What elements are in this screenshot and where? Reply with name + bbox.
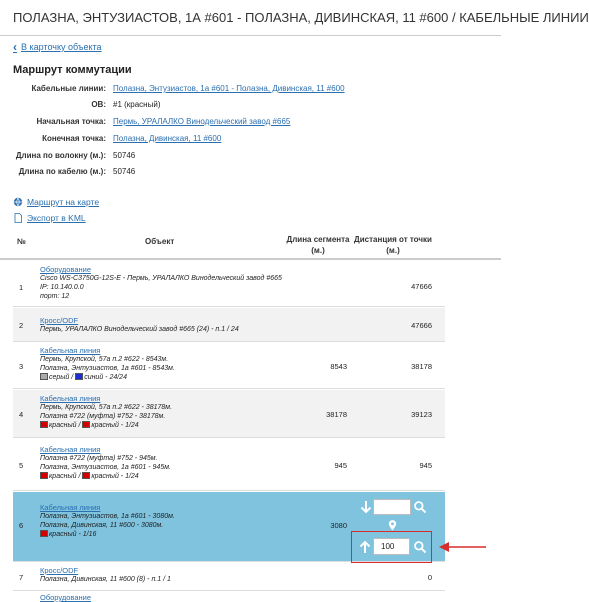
row-number: 1 <box>19 283 24 292</box>
info-row-fiber-length <box>0 151 501 167</box>
info-label: Длина по волокну (м.): <box>15 151 106 160</box>
info-value: #1 (красный) <box>113 100 161 109</box>
table-row <box>13 563 445 591</box>
document-icon <box>13 213 23 223</box>
col-header-object: Объект <box>145 237 175 246</box>
row-distance: 945 <box>419 461 432 470</box>
object-line: Полазна, Энтузиастов, 1а #601 - 3080м. <box>40 513 175 520</box>
fiber-colors: красный / красный - 1/24 <box>40 421 290 430</box>
object-type-link[interactable]: Кросс/ODF <box>40 316 79 325</box>
fiber-colors: красный - 1/16 <box>40 530 290 539</box>
row-segment: 38178 <box>326 410 347 419</box>
row-distance: 0 <box>427 573 432 582</box>
object-type-link[interactable]: Кабельная линия <box>40 346 101 355</box>
object-line: Полазна, Дивинская, 11 #600 - 3080м. <box>40 522 164 529</box>
object-line: Пермь, УРАЛАЛКО Винодельческий завод #665 (24) - п.1 / 24 <box>40 326 239 333</box>
row-number: 6 <box>19 521 24 530</box>
info-value-link[interactable]: Полазна, Дивинская, 11 #600 <box>113 134 222 143</box>
row-distance: 38178 <box>411 362 432 371</box>
info-row-cable-lines <box>0 84 501 100</box>
row-distance: 47666 <box>411 321 432 330</box>
row-distance: 39123 <box>411 410 432 419</box>
chevron-left-icon: ‹ <box>13 40 17 54</box>
row-segment: 945 <box>334 461 347 470</box>
fiber-color-swatch <box>40 472 48 479</box>
info-row-cable-length <box>0 167 501 183</box>
object-type-link[interactable]: Оборудование <box>40 265 92 274</box>
col-header-distance: Дистанция от точки (м.) <box>354 235 432 255</box>
object-type-link[interactable]: Кабельная линия <box>40 394 101 403</box>
export-kml-link[interactable] <box>13 213 86 223</box>
info-label: Начальная точка: <box>36 117 106 126</box>
fiber-colors: серый / синий - 24/24 <box>40 373 290 382</box>
object-type-link[interactable]: Кросс/ODF <box>40 566 79 575</box>
row-segment: 8543 <box>330 362 347 371</box>
fiber-colors: красный / красный - 1/24 <box>40 472 290 481</box>
info-value: 50746 <box>113 151 136 160</box>
object-line: Полазна #722 (муфта) #752 - 38178м. <box>40 413 166 420</box>
info-value-link[interactable]: Полазна, Энтузиастов, 1а #601 - Полазна, Дивинская, 11 #600 <box>113 84 345 93</box>
row-segment: 3080 <box>330 521 347 530</box>
object-line: Пермь, Крупской, 57а п.2 #622 - 8543м. <box>40 356 169 363</box>
fiber-color-swatch <box>82 421 90 428</box>
row-number: 7 <box>19 573 24 582</box>
back-to-card-link[interactable] <box>13 40 102 54</box>
table-row <box>13 262 445 307</box>
object-type-link[interactable]: Оборудование <box>40 593 92 602</box>
map-route-link[interactable] <box>13 197 99 207</box>
fiber-color-swatch <box>40 421 48 428</box>
highlight-box <box>351 531 432 563</box>
page-header <box>0 0 589 36</box>
table-row <box>13 308 445 342</box>
object-line: Пермь, Крупской, 57а п.2 #622 - 38178м. <box>40 404 173 411</box>
row-distance: 47666 <box>411 282 432 291</box>
object-line: Полазна, Энтузиастов, 1а #601 - 8543м. <box>40 365 175 372</box>
arrow-left-icon <box>438 540 488 554</box>
row-number: 3 <box>19 362 24 371</box>
page-title: ПОЛАЗНА, ЭНТУЗИАСТОВ, 1А #601 - ПОЛАЗНА, ДИВИНСКАЯ, 11 #600 / КАБЕЛЬНЫЕ ЛИНИИ <box>13 10 589 25</box>
object-type-link[interactable]: Кабельная линия <box>40 445 101 454</box>
object-line: Полазна, Энтузиастов, 1а #601 - 945м. <box>40 464 171 471</box>
info-row-end-point <box>0 134 501 150</box>
arrow-down-icon[interactable] <box>359 500 373 514</box>
object-type-link[interactable]: Кабельная линия <box>40 503 101 512</box>
row-number: 2 <box>19 321 24 330</box>
row-number: 5 <box>19 461 24 470</box>
distance-down-input[interactable] <box>373 499 411 515</box>
col-header-segment: Длина сегмента (м.) <box>286 235 350 255</box>
object-line: порт: 12 <box>40 293 70 300</box>
info-label: Кабельные линии: <box>31 84 106 93</box>
input-value: 100 <box>381 542 395 551</box>
row-number: 4 <box>19 410 24 419</box>
object-line: IP: 10.140.0.0 <box>40 284 84 291</box>
info-label: Длина по кабелю (м.): <box>18 167 106 176</box>
info-label: ОВ: <box>91 100 106 109</box>
fiber-color-swatch <box>82 472 90 479</box>
info-value-link[interactable]: Пермь, УРАЛАЛКО Винодельческий завод #665 <box>113 117 291 126</box>
back-link-label: В карточку объекта <box>21 42 102 52</box>
map-route-label: Маршрут на карте <box>27 197 100 207</box>
table-row <box>13 592 445 600</box>
fiber-color-swatch <box>40 373 48 380</box>
fiber-color-swatch <box>40 530 48 537</box>
object-line: Cisco WS-C3750G-12S-E - Пермь, УРАЛАЛКО Винодельческий завод #665 <box>40 275 282 282</box>
info-row-fiber <box>0 100 501 116</box>
export-kml-label: Экспорт в KML <box>27 213 86 223</box>
table-row <box>13 439 445 491</box>
info-row-start-point <box>0 117 501 133</box>
fiber-color-swatch <box>75 373 83 380</box>
table-header <box>0 232 501 260</box>
map-pin-icon <box>388 520 397 531</box>
object-line: Полазна #722 (муфта) #752 - 945м. <box>40 455 158 462</box>
info-label: Конечная точка: <box>42 134 106 143</box>
object-line: Полазна, Дивинская, 11 #600 (8) - п.1 / 1 <box>40 576 171 583</box>
col-header-num: № <box>17 237 26 246</box>
info-value: 50746 <box>113 167 136 176</box>
globe-icon <box>13 197 23 207</box>
table-row <box>13 343 445 389</box>
section-title: Маршрут коммутации <box>13 64 132 76</box>
search-icon[interactable] <box>413 500 427 514</box>
table-row <box>13 390 445 438</box>
